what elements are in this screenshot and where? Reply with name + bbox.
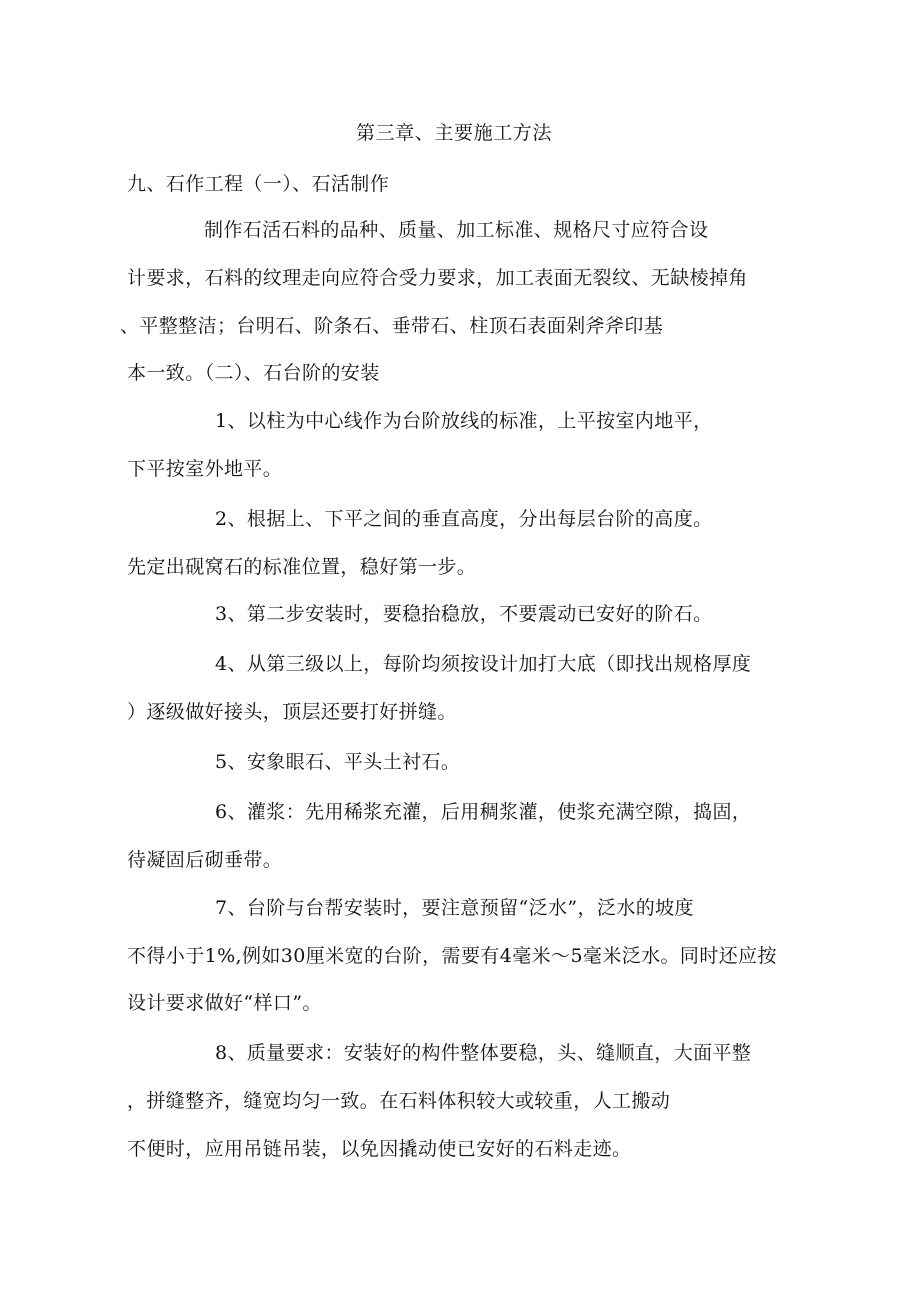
list-item-1: 1、以柱为中心线作为台阶放线的标准，上平按室内地平， (215, 410, 713, 432)
paragraph-line: 制作石活石料的品种、质量、加工标准、规格尺寸应符合设 (204, 219, 709, 241)
list-item-4-continued: ）逐级做好接头，顶层还要打好拼缝。 (127, 701, 457, 723)
chapter-title: 第三章、主要施工方法 (356, 122, 553, 144)
list-item-3: 3、第二步安装时，要稳抬稳放，不要震动已安好的阶石。 (215, 603, 713, 625)
list-item-2: 2、根据上、下平之间的垂直高度，分出每层台阶的高度。 (215, 508, 713, 530)
list-item-6-continued: 待凝固后砌垂带。 (127, 849, 283, 871)
list-item-8-continued: 不便时，应用吊链吊装，以免因撬动使已安好的石料走迹。 (127, 1138, 632, 1160)
list-item-6: 6、灌浆：先用稀浆充灌，后用稠浆灌，使浆充满空隙，捣固， (215, 801, 752, 823)
list-item-1-continued: 下平按室外地平。 (127, 458, 283, 480)
list-item-5: 5、安象眼石、平头土衬石。 (215, 751, 461, 773)
paragraph-line: 、平整整洁；台明石、阶条石、垂带石、柱顶石表面剁斧斧印基 (120, 315, 664, 337)
list-item-7: 7、台阶与台帮安装时，要注意预留“泛水”，泛水的坡度 (215, 897, 694, 919)
list-item-7-continued: 不得小于1%,例如30厘米宽的台阶，需要有4毫米～5毫米泛水。同时还应按 (127, 945, 777, 967)
section-heading: 九、石作工程（一）、石活制作 (127, 173, 390, 195)
paragraph-line: 计要求，石料的纹理走向应符合受力要求，加工表面无裂纹、无缺棱掉角 (127, 267, 748, 289)
list-item-7-continued: 设计要求做好“样口”。 (127, 992, 322, 1014)
list-item-4: 4、从第三级以上，每阶均须按设计加打大底（即找出规格厚度 (215, 653, 752, 675)
list-item-2-continued: 先定出砚窝石的标准位置，稳好第一步。 (127, 556, 477, 578)
list-item-8: 8、质量要求：安装好的构件整体要稳，头、缝顺直，大面平整 (215, 1042, 752, 1064)
paragraph-line: 本一致。（二）、石台阶的安装 (127, 362, 380, 384)
list-item-8-continued: ，拼缝整齐，缝宽均匀一致。在石料体积较大或较重，人工搬动 (127, 1090, 671, 1112)
